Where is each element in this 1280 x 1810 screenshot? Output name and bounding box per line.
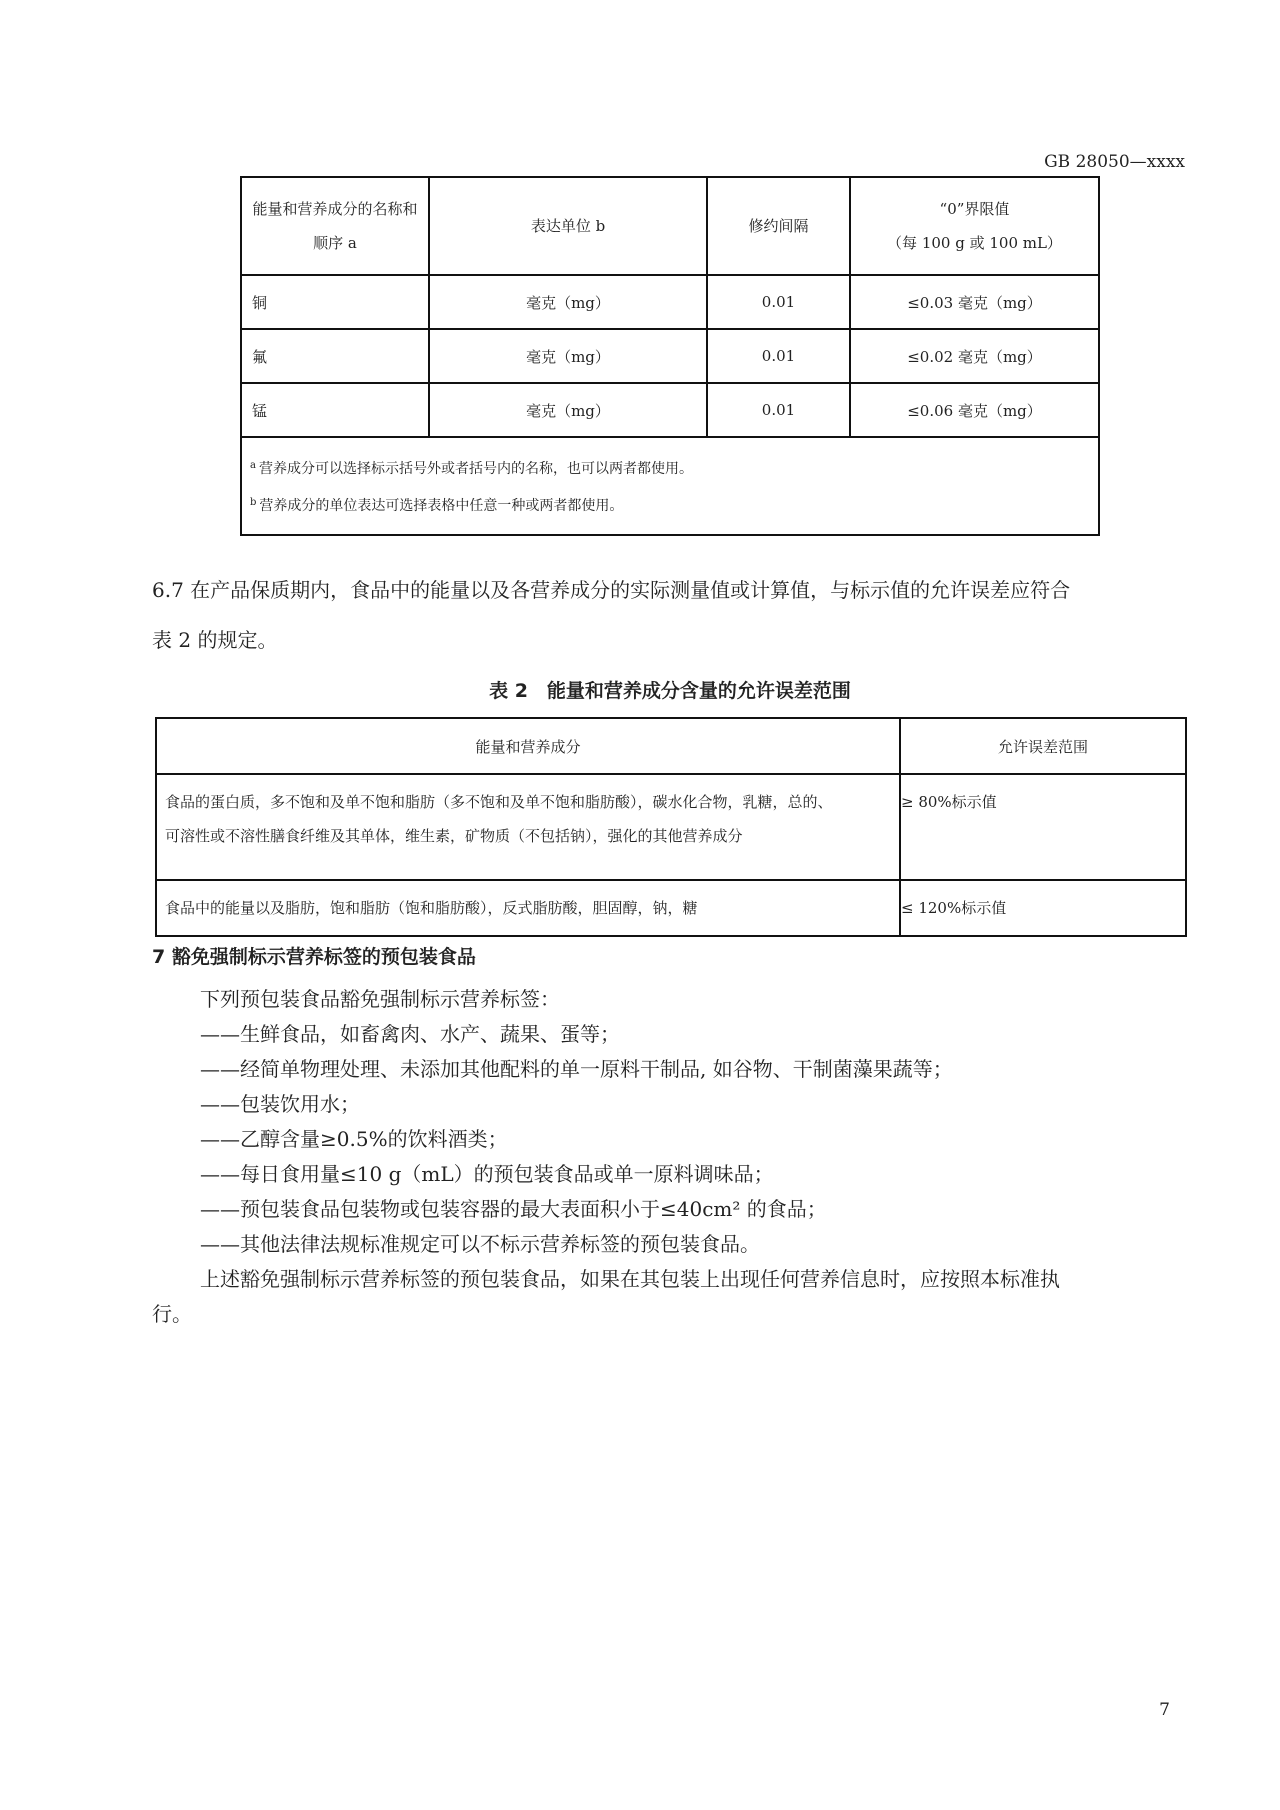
page-number: 7	[1159, 1700, 1170, 1720]
header-zero-limit	[850, 177, 1099, 275]
closing-line1: 上述豁免强制标示营养标签的预包装食品，如果在其包装上出现任何营养信息时，应按照本标准执	[200, 1267, 1060, 1291]
cell-nutrient-line1: 食品中的能量以及脂肪，饱和脂肪（饱和脂肪酸），反式脂肪酸，胆固醇，钠，糖	[165, 899, 698, 917]
list-item: ——乙醇含量≥0.5%的饮料酒类；	[200, 1127, 508, 1151]
list-item: ——包装饮用水；	[200, 1092, 360, 1116]
cell-limit: ≤0.02 毫克（mg）	[850, 329, 1099, 383]
table-row	[156, 880, 1186, 936]
header-nutrient: 能量和营养成分	[156, 718, 900, 774]
footnote-a-mark: a	[250, 460, 256, 471]
cell-nutrient-line2: 可溶性或不溶性膳食纤维及其单体，维生素，矿物质（不包括钠），强化的其他营养成分	[165, 827, 743, 845]
table-footnotes-row	[241, 437, 1099, 535]
cell-interval: 0.01	[707, 329, 850, 383]
section-7-title: 7 豁免强制标示营养标签的预包装食品	[152, 946, 476, 968]
header-tolerance: 允许误差范围	[900, 718, 1186, 774]
clause-6-7-line2: 表 2 的规定。	[152, 628, 278, 652]
header-rounding-interval: 修约间隔	[707, 177, 850, 275]
table-footnotes	[241, 437, 1099, 535]
section-7-body	[152, 982, 1192, 1332]
table-header-row	[241, 177, 1099, 275]
clause-6-7-line1: 6.7 在产品保质期内，食品中的能量以及各营养成分的实际测量值或计算值，与标示值的允许误差应符合	[152, 578, 1071, 602]
table-row	[241, 329, 1099, 383]
cell-tolerance: ≤ 120%标示值	[900, 880, 1186, 936]
tolerance-table	[155, 717, 1187, 937]
cell-name: 锰	[241, 383, 429, 437]
cell-nutrient	[156, 880, 900, 936]
cell-nutrient	[156, 774, 900, 880]
table-row	[241, 383, 1099, 437]
footnote-b-text: 营养成分的单位表达可选择表格中任意一种或两者都使用。	[259, 498, 624, 514]
table-header-row	[156, 718, 1186, 774]
closing-line2: 行。	[152, 1302, 192, 1326]
header-nutrient-name	[241, 177, 429, 275]
section-7-intro: 下列预包装食品豁免强制标示营养标签：	[200, 987, 560, 1011]
header-unit: 表达单位 b	[429, 177, 707, 275]
document-code: GB 28050—xxxx	[1044, 152, 1185, 172]
header-nutrient-name-line2: 顺序 a	[313, 234, 357, 252]
header-zero-limit-line2: （每 100 g 或 100 mL）	[887, 234, 1062, 252]
footnote-a	[250, 449, 1090, 486]
list-item: ——生鲜食品，如畜禽肉、水产、蔬果、蛋等；	[200, 1022, 620, 1046]
cell-nutrient-line1: 食品的蛋白质，多不饱和及单不饱和脂肪（多不饱和及单不饱和脂肪酸），碳水化合物，乳糖，总的、	[165, 793, 833, 811]
cell-tolerance: ≥ 80%标示值	[900, 774, 1186, 880]
footnote-b-mark: b	[250, 497, 257, 508]
cell-limit: ≤0.03 毫克（mg）	[850, 275, 1099, 329]
list-item: ——每日食用量≤10 g（mL）的预包装食品或单一原料调味品；	[200, 1162, 774, 1186]
cell-interval: 0.01	[707, 275, 850, 329]
table-row	[156, 774, 1186, 880]
cell-interval: 0.01	[707, 383, 850, 437]
list-item: ——其他法律法规标准规定可以不标示营养标签的预包装食品。	[200, 1232, 760, 1256]
cell-name: 铜	[241, 275, 429, 329]
list-item: ——经简单物理处理、未添加其他配料的单一原料干制品, 如谷物、干制菌藻果蔬等；	[200, 1057, 953, 1081]
cell-unit: 毫克（mg）	[429, 383, 707, 437]
footnote-a-text: 营养成分可以选择标示括号外或者括号内的名称，也可以两者都使用。	[258, 461, 693, 477]
nutrient-limits-table	[240, 176, 1100, 536]
list-item: ——预包装食品包装物或包装容器的最大表面积小于≤40cm² 的食品；	[200, 1197, 827, 1221]
header-nutrient-name-line1: 能量和营养成分的名称和	[252, 200, 418, 218]
cell-name: 氟	[241, 329, 429, 383]
table-row	[241, 275, 1099, 329]
table2-caption: 表 2 能量和营养成分含量的允许误差范围	[489, 680, 851, 702]
cell-limit: ≤0.06 毫克（mg）	[850, 383, 1099, 437]
clause-6-7	[152, 565, 1192, 665]
footnote-b	[250, 486, 1090, 523]
header-zero-limit-line1: “0”界限值	[939, 200, 1010, 218]
cell-unit: 毫克（mg）	[429, 329, 707, 383]
cell-unit: 毫克（mg）	[429, 275, 707, 329]
